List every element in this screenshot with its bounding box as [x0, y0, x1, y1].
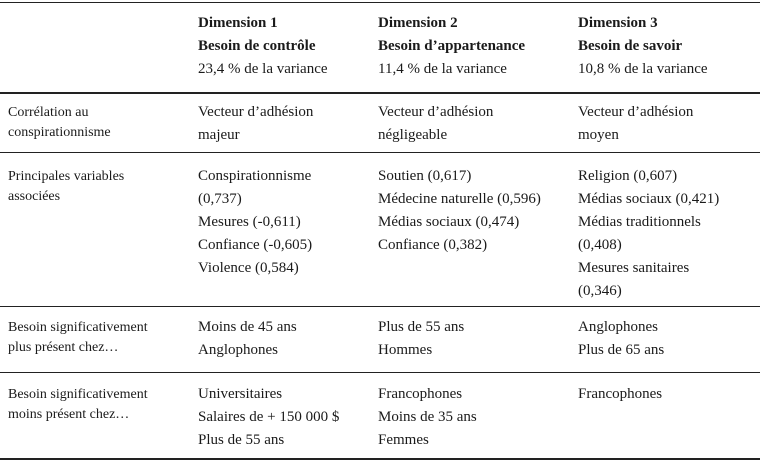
cell-line: Médecine naturelle (0,596): [378, 191, 541, 207]
table-cell: [378, 101, 573, 147]
cell-line: moyen: [578, 127, 619, 143]
table-rule-row1: [0, 152, 760, 153]
cell-line: Plus de 65 ans: [578, 342, 665, 358]
dimension-label: Dimension 1: [198, 15, 278, 31]
row-label-line: Corrélation au: [8, 105, 89, 120]
cell-line: Hommes: [378, 342, 433, 358]
table-cell: [378, 316, 573, 362]
cell-line: Francophones: [578, 386, 663, 402]
table-rule-row2: [0, 306, 760, 307]
cell-line: Anglophones: [198, 342, 278, 358]
row-label-line: Besoin significativement: [8, 387, 148, 402]
row-label-more-present: [8, 318, 188, 358]
dimension-variance: 10,8 % de la variance: [578, 61, 708, 77]
cell-line: Plus de 55 ans: [378, 319, 465, 335]
row-label-line: moins présent chez…: [8, 407, 130, 422]
cell-line: (0,346): [578, 283, 622, 299]
table-cell: [378, 165, 573, 257]
table-rule-header: [0, 92, 760, 94]
row-label-less-present: [8, 385, 188, 425]
cell-line: Conspirationnisme: [198, 168, 312, 184]
table-rule-bottom: [0, 458, 760, 460]
cell-line: (0,408): [578, 237, 622, 253]
header-dimension-2: [378, 12, 573, 81]
cell-line: Vecteur d’adhésion: [378, 104, 494, 120]
table-cell: [578, 383, 758, 406]
table-cell: [198, 316, 373, 362]
cell-line: (0,737): [198, 191, 242, 207]
cell-line: Femmes: [378, 432, 429, 448]
cell-line: négligeable: [378, 127, 448, 143]
table-cell: [578, 101, 758, 147]
cell-line: Moins de 35 ans: [378, 409, 477, 425]
cell-line: Médias sociaux (0,421): [578, 191, 720, 207]
row-label-line: plus présent chez…: [8, 340, 119, 355]
cell-line: Plus de 55 ans: [198, 432, 285, 448]
table-cell: [378, 383, 573, 452]
dimension-label: Dimension 3: [578, 15, 658, 31]
cell-line: Médias traditionnels: [578, 214, 701, 230]
cell-line: Vecteur d’adhésion: [578, 104, 694, 120]
cell-line: Médias sociaux (0,474): [378, 214, 520, 230]
row-label-line: Besoin significativement: [8, 320, 148, 335]
table-cell: [198, 165, 373, 280]
cell-line: Religion (0,607): [578, 168, 678, 184]
row-label-line: associées: [8, 189, 61, 204]
cell-line: Vecteur d’adhésion: [198, 104, 314, 120]
header-dimension-1: [198, 12, 373, 81]
table-cell: [198, 383, 373, 452]
row-label-correlation: [8, 103, 188, 143]
table-cell: [198, 101, 373, 147]
row-label-line: Principales variables: [8, 169, 125, 184]
dimension-need: Besoin de savoir: [578, 38, 683, 54]
cell-line: Confiance (-0,605): [198, 237, 313, 253]
cell-line: Anglophones: [578, 319, 658, 335]
dimension-label: Dimension 2: [378, 15, 458, 31]
cell-line: Soutien (0,617): [378, 168, 472, 184]
cell-line: Mesures (-0,611): [198, 214, 301, 230]
cell-line: Universitaires: [198, 386, 283, 402]
dimension-variance: 11,4 % de la variance: [378, 61, 507, 77]
cell-line: Confiance (0,382): [378, 237, 488, 253]
cell-line: Moins de 45 ans: [198, 319, 297, 335]
cell-line: Mesures sanitaires: [578, 260, 690, 276]
dimension-variance: 23,4 % de la variance: [198, 61, 328, 77]
dimension-need: Besoin de contrôle: [198, 38, 316, 54]
table-rule-row3: [0, 372, 760, 373]
cell-line: Francophones: [378, 386, 463, 402]
row-label-line: conspirationnisme: [8, 125, 111, 140]
header-dimension-3: [578, 12, 758, 81]
cell-line: Salaires de + 150 000 $: [198, 409, 340, 425]
dimension-need: Besoin d’appartenance: [378, 38, 526, 54]
cell-line: Violence (0,584): [198, 260, 299, 276]
cell-line: majeur: [198, 127, 240, 143]
table-rule-top: [0, 2, 760, 3]
row-label-variables: [8, 167, 188, 207]
table-cell: [578, 165, 758, 303]
table-cell: [578, 316, 758, 362]
